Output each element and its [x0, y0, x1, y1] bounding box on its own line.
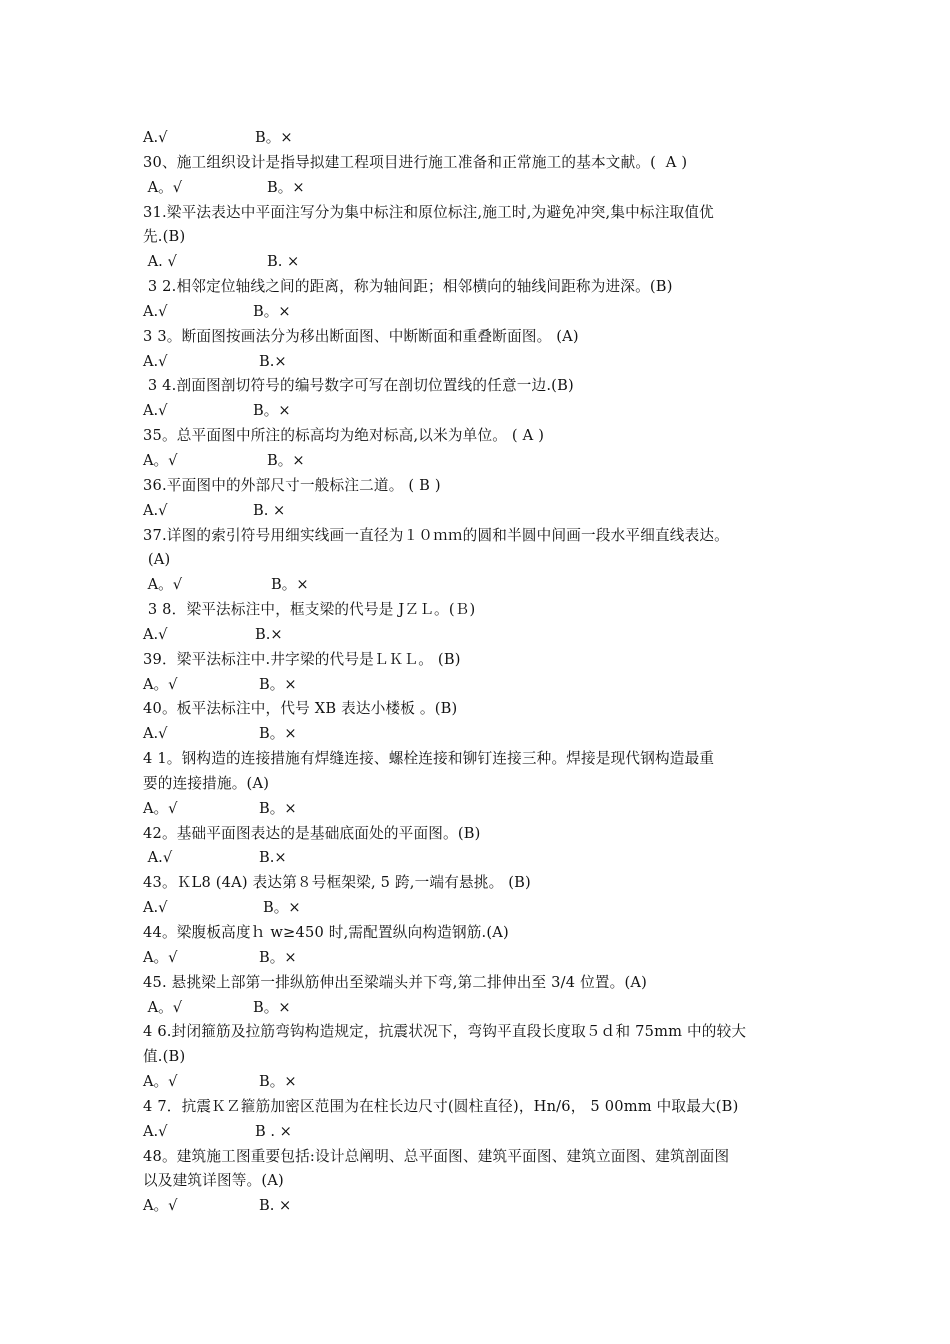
option-a-correct: A.√: [143, 1122, 168, 1140]
option-a-correct: A.√: [143, 899, 168, 917]
option-b-wrong: B。×: [259, 675, 297, 693]
answer-options: [143, 126, 811, 151]
answer-options: [143, 946, 811, 971]
answer-options: [143, 399, 811, 424]
question-text: 3 4.剖面图剖切符号的编号数字可写在剖切位置线的任意一边.(B): [143, 377, 574, 395]
option-a-correct: A。√: [143, 799, 178, 817]
option-a-correct: A. √: [143, 253, 177, 271]
question-text: 40。板平法标注中，代号 XB 表达小楼板 。(B): [143, 700, 458, 718]
question-text-continued: 要的连接措施。(A): [143, 774, 270, 792]
question-text: 36.平面图中的外部尺寸一般标注二道。 ( B ): [143, 476, 441, 494]
question-text: 3 2.相邻定位轴线之间的距离，称为轴间距；相邻横向的轴线间距称为进深。(B): [143, 278, 673, 296]
answer-options: [143, 896, 811, 921]
option-a-correct: A。√: [143, 998, 183, 1016]
option-b-wrong: B。×: [255, 129, 293, 146]
option-b-wrong: B. ×: [253, 501, 286, 519]
option-b-wrong: B. ×: [267, 253, 300, 271]
question-text: 43。ＫL8 (4A) 表达第８号框架梁, 5 跨,一端有悬挑。 (B): [143, 874, 531, 892]
answer-options: [143, 797, 811, 822]
answer-options: [143, 573, 811, 598]
answer-options: [143, 350, 811, 375]
question-text: 3 8．梁平法标注中，框支梁的代号是 JＺＬ。(Ｂ): [143, 601, 476, 619]
option-a-correct: A。√: [143, 1197, 178, 1215]
question-text-continued: 值.(B): [143, 1048, 186, 1066]
option-b-wrong: B。×: [263, 899, 301, 917]
answer-options: [143, 250, 811, 275]
option-b-wrong: B.×: [259, 352, 287, 370]
answer-options: [143, 722, 811, 747]
option-a-correct: A。√: [143, 1073, 178, 1091]
option-b-wrong: B. ×: [259, 1197, 292, 1215]
option-b-wrong: B.×: [255, 625, 283, 643]
answer-options: [143, 1070, 811, 1095]
option-a-correct: A。√: [143, 576, 183, 594]
option-a-correct: A。√: [143, 948, 178, 966]
question-text: 30、施工组织设计是指导拟建工程项目进行施工准备和正常施工的基本文献。( A ): [143, 153, 688, 171]
question-text: 31.梁平法表达中平面注写分为集中标注和原位标注,施工时,为避免冲突,集中标注取值优: [143, 203, 714, 221]
option-b-wrong: B。×: [253, 998, 291, 1016]
option-a-correct: A。√: [143, 675, 178, 693]
option-a-correct: A.√: [143, 725, 168, 743]
option-a-correct: A.√: [143, 849, 173, 867]
question-text: 45. 悬挑梁上部第一排纵筋伸出至梁端头并下弯,第二排伸出至 3/4 位置。(A): [143, 973, 648, 991]
option-a-correct: A.√: [143, 402, 168, 420]
option-a-correct: A。√: [143, 451, 178, 469]
option-b-wrong: B。×: [259, 1073, 297, 1091]
option-b-wrong: B。×: [267, 178, 305, 196]
answer-options: [143, 996, 811, 1021]
question-text: 42。基础平面图表达的是基础底面处的平面图。(B): [143, 824, 481, 842]
option-b-wrong: B。×: [253, 402, 291, 420]
option-b-wrong: B . ×: [255, 1122, 292, 1140]
option-a-correct: A.√: [143, 352, 168, 370]
option-a-correct: A。√: [143, 178, 183, 196]
question-text: 35。总平面图中所注的标高均为绝对标高,以米为单位。 ( A ): [143, 427, 545, 445]
option-a-correct: A.√: [143, 501, 168, 519]
answer-options: [143, 623, 811, 648]
option-b-wrong: B。×: [259, 725, 297, 743]
option-a-correct: A.√: [143, 129, 168, 146]
question-text-continued: (A): [143, 551, 171, 569]
option-b-wrong: B.×: [259, 849, 287, 867]
answer-options: [143, 300, 811, 325]
option-a-correct: A.√: [143, 302, 168, 320]
question-text: 37.详图的索引符号用细实线画一直径为１０ｍｍ的圆和半圆中间画一段水平细直线表达。: [143, 526, 729, 544]
answer-options: [143, 1120, 811, 1145]
answer-options: [143, 846, 811, 871]
option-b-wrong: B。×: [253, 302, 291, 320]
option-b-wrong: B。×: [259, 799, 297, 817]
answer-options: [143, 449, 811, 474]
answer-options: [143, 176, 811, 201]
question-text-continued: 以及建筑详图等。(A): [143, 1172, 284, 1190]
question-text: 4 6.封闭箍筋及拉筋弯钩构造规定，抗震状况下，弯钩平直段长度取５ｄ和 75mm 中的较大: [143, 1023, 747, 1041]
question-text: 39．梁平法标注中.井字梁的代号是ＬＫＬ。 (B): [143, 650, 461, 668]
question-text: 44。梁腹板高度ｈ w≥450 时,需配置纵向构造钢筋.(A): [143, 924, 509, 941]
answer-options: [143, 499, 811, 524]
answer-options: [143, 673, 811, 698]
question-text: 3 3。断面图按画法分为移出断面图、中断断面和重叠断面图。 (A): [143, 327, 579, 345]
question-text: 48。建筑施工图重要包括:设计总阐明、总平面图、建筑平面图、建筑立面图、建筑剖面图: [143, 1147, 730, 1165]
option-a-correct: A.√: [143, 625, 168, 643]
option-b-wrong: B。×: [271, 576, 309, 594]
answer-options: [143, 1194, 811, 1219]
option-b-wrong: B。×: [259, 948, 297, 966]
question-text-continued: 先.(B): [143, 228, 186, 246]
question-text: 4 1。钢构造的连接措施有焊缝连接、螺栓连接和铆钉连接三种。焊接是现代钢构造最重: [143, 750, 715, 768]
question-text: 4 7．抗震ＫＺ箍筋加密区范围为在柱长边尺寸(圆柱直径)，Hn/6， 5 00mm 中取最大(B): [143, 1097, 739, 1115]
option-b-wrong: B。×: [267, 451, 305, 469]
document-page: [143, 126, 811, 1219]
